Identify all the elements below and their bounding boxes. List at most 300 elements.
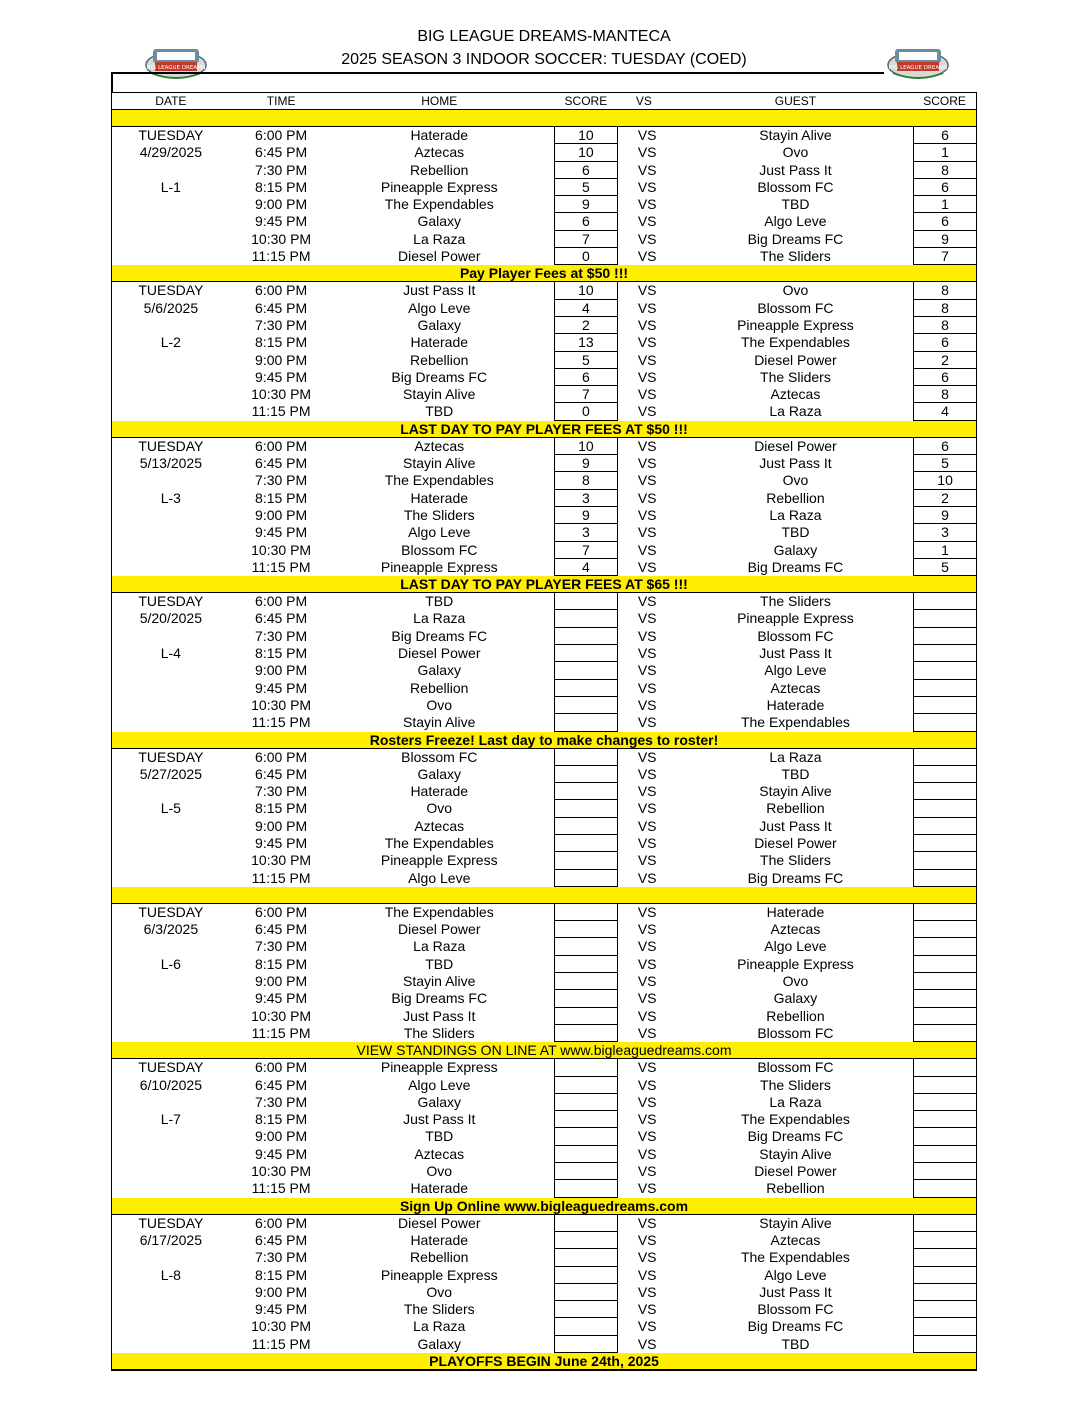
guest-team-cell: Diesel Power	[754, 437, 837, 454]
game-row	[112, 852, 976, 869]
home-team-cell: Pineapple Express	[380, 558, 498, 575]
league-logo-right	[885, 43, 951, 81]
vs-cell: VS	[637, 282, 657, 299]
home-team-cell: Aztecas	[414, 1145, 465, 1162]
game-row	[112, 1267, 976, 1284]
guest-team-cell: Blossom FC	[757, 1301, 834, 1318]
time-cell: 10:30 PM	[251, 1318, 312, 1335]
game-row	[112, 870, 976, 887]
game-row	[112, 800, 976, 817]
home-score-cell	[554, 1008, 618, 1025]
home-team-cell: Ovo	[426, 800, 453, 817]
col-time: TIME	[266, 94, 296, 108]
date-cell: 5/13/2025	[139, 455, 202, 472]
vs-cell: VS	[637, 869, 657, 886]
date-cell: 5/20/2025	[139, 610, 202, 627]
home-score-cell: 10	[554, 144, 618, 161]
home-team-cell: Haterade	[410, 489, 469, 506]
time-cell: 6:45 PM	[255, 144, 308, 161]
guest-team-cell: Just Pass It	[759, 1283, 832, 1300]
date-cell: TUESDAY	[138, 903, 204, 920]
home-score-cell: 4	[554, 300, 618, 317]
home-team-cell: TBD	[425, 593, 454, 610]
vs-cell: VS	[637, 316, 657, 333]
guest-team-cell: Algo Leve	[764, 1266, 827, 1283]
home-score-cell: 3	[554, 490, 618, 507]
guest-score-cell: 4	[913, 403, 976, 420]
guest-score-cell	[913, 645, 976, 662]
guest-team-cell: Big Dreams FC	[747, 1128, 844, 1145]
home-score-cell	[554, 938, 618, 955]
date-cell	[112, 990, 230, 1007]
date-cell	[112, 403, 230, 420]
game-row	[112, 921, 976, 938]
time-cell: 11:15 PM	[251, 248, 311, 265]
home-team-cell: Pineapple Express	[380, 1059, 498, 1076]
date-cell	[112, 973, 230, 990]
guest-team-cell: La Raza	[769, 748, 822, 765]
guest-score-cell	[913, 835, 976, 852]
vs-cell: VS	[637, 1231, 657, 1248]
guest-score-cell	[913, 662, 976, 679]
home-score-cell	[554, 1077, 618, 1094]
home-score-cell	[554, 680, 618, 697]
home-team-cell: Diesel Power	[398, 921, 481, 938]
time-cell: 11:15 PM	[251, 403, 311, 420]
guest-score-cell	[913, 610, 976, 627]
vs-cell: VS	[637, 1024, 657, 1041]
guest-score-cell: 5	[913, 559, 976, 576]
date-cell	[112, 680, 230, 697]
game-row	[112, 990, 976, 1007]
home-team-cell: Stayin Alive	[403, 973, 476, 990]
date-cell	[112, 542, 230, 559]
home-score-cell	[554, 628, 618, 645]
date-cell: TUESDAY	[138, 593, 204, 610]
guest-score-cell: 5	[913, 455, 976, 472]
home-score-cell	[554, 852, 618, 869]
home-team-cell: The Expendables	[384, 903, 494, 920]
home-team-cell: Aztecas	[414, 437, 465, 454]
date-cell: L-7	[160, 1111, 181, 1128]
col-guest: GUEST	[774, 94, 817, 108]
guest-team-cell: Diesel Power	[754, 351, 837, 368]
column-headers	[112, 93, 976, 110]
vs-cell: VS	[637, 938, 657, 955]
vs-cell: VS	[637, 627, 657, 644]
guest-team-cell: Haterade	[766, 903, 825, 920]
home-team-cell: TBD	[425, 955, 454, 972]
game-row	[112, 248, 976, 265]
vs-cell: VS	[637, 127, 657, 143]
guest-score-cell: 2	[913, 352, 976, 369]
weeks-container	[112, 127, 976, 1370]
guest-score-cell	[913, 1215, 976, 1232]
vs-cell: VS	[637, 1163, 657, 1180]
guest-team-cell: The Expendables	[740, 1111, 850, 1128]
home-team-cell: Just Pass It	[403, 1007, 476, 1024]
date-cell	[112, 870, 230, 887]
time-cell: 9:45 PM	[255, 368, 308, 385]
home-score-cell	[554, 697, 618, 714]
vs-cell: VS	[637, 144, 657, 161]
home-team-cell: Rebellion	[410, 1249, 469, 1266]
guest-team-cell: TBD	[781, 196, 810, 213]
home-score-cell: 3	[554, 524, 618, 541]
guest-team-cell: Algo Leve	[764, 662, 827, 679]
time-cell: 8:15 PM	[255, 178, 308, 195]
time-cell: 11:15 PM	[251, 1335, 311, 1352]
vs-cell: VS	[637, 1214, 657, 1231]
home-team-cell: Stayin Alive	[403, 455, 476, 472]
vs-cell: VS	[637, 1266, 657, 1283]
home-team-cell: Blossom FC	[401, 748, 478, 765]
guest-team-cell: Pineapple Express	[737, 316, 854, 333]
guest-team-cell: The Sliders	[760, 593, 831, 610]
vs-cell: VS	[637, 368, 657, 385]
home-team-cell: Algo Leve	[408, 299, 471, 316]
game-row	[112, 1128, 976, 1145]
guest-team-cell: Big Dreams FC	[747, 558, 844, 575]
home-team-cell: Ovo	[426, 1163, 453, 1180]
guest-score-cell: 6	[913, 334, 976, 351]
guest-score-cell	[913, 921, 976, 938]
guest-team-cell: Rebellion	[766, 800, 825, 817]
home-score-cell: 9	[554, 507, 618, 524]
home-score-cell	[554, 835, 618, 852]
guest-team-cell: Haterade	[766, 696, 825, 713]
guest-team-cell: Aztecas	[770, 386, 821, 403]
col-date: DATE	[155, 94, 187, 108]
vs-cell: VS	[637, 403, 657, 420]
time-cell: 7:30 PM	[255, 627, 308, 644]
vs-cell: VS	[637, 196, 657, 213]
guest-team-cell: Algo Leve	[764, 213, 827, 230]
home-team-cell: TBD	[425, 403, 454, 420]
home-team-cell: Galaxy	[417, 1335, 462, 1352]
home-team-cell: Diesel Power	[398, 248, 481, 265]
home-score-cell: 0	[554, 248, 618, 265]
home-team-cell: Big Dreams FC	[391, 368, 488, 385]
time-cell: 7:30 PM	[255, 938, 308, 955]
guest-score-cell	[913, 1267, 976, 1284]
time-cell: 6:45 PM	[255, 921, 308, 938]
game-row	[112, 680, 976, 697]
home-score-cell	[554, 973, 618, 990]
date-cell	[112, 1008, 230, 1025]
vs-cell: VS	[637, 455, 657, 472]
time-cell: 6:00 PM	[255, 282, 308, 299]
game-row	[112, 1215, 976, 1232]
game-row	[112, 645, 976, 662]
schedule-table	[111, 92, 977, 1371]
date-cell: L-5	[160, 800, 181, 817]
game-row	[112, 317, 976, 334]
guest-team-cell: The Expendables	[740, 1249, 850, 1266]
date-cell: 6/3/2025	[143, 921, 199, 938]
time-cell: 10:30 PM	[251, 230, 312, 247]
date-cell	[112, 1094, 230, 1111]
date-cell	[112, 507, 230, 524]
guest-team-cell: Diesel Power	[754, 834, 837, 851]
date-cell: TUESDAY	[138, 437, 204, 454]
home-team-cell: Big Dreams FC	[391, 990, 488, 1007]
guest-score-cell	[913, 818, 976, 835]
home-score-cell: 4	[554, 559, 618, 576]
guest-team-cell: Ovo	[782, 144, 809, 161]
home-team-cell: Galaxy	[417, 765, 462, 782]
game-row	[112, 1008, 976, 1025]
guest-score-cell	[913, 697, 976, 714]
date-cell: 6/17/2025	[139, 1231, 202, 1248]
guest-team-cell: Ovo	[782, 282, 809, 299]
date-cell: 5/27/2025	[139, 765, 202, 782]
time-cell: 8:15 PM	[255, 1266, 308, 1283]
home-score-cell	[554, 1284, 618, 1301]
guest-score-cell: 6	[913, 369, 976, 386]
guest-score-cell	[913, 904, 976, 921]
guest-team-cell: Big Dreams FC	[747, 869, 844, 886]
guest-score-cell: 8	[913, 317, 976, 334]
guest-team-cell: The Expendables	[740, 714, 850, 731]
home-team-cell: Ovo	[426, 696, 453, 713]
date-cell	[112, 714, 230, 731]
guest-score-cell	[913, 680, 976, 697]
home-score-cell: 2	[554, 317, 618, 334]
date-cell	[112, 1180, 230, 1197]
vs-cell: VS	[637, 1301, 657, 1318]
home-score-cell: 13	[554, 334, 618, 351]
guest-team-cell: Just Pass It	[759, 645, 832, 662]
home-team-cell: Rebellion	[410, 351, 469, 368]
guest-score-cell	[913, 1077, 976, 1094]
home-team-cell: Diesel Power	[398, 1214, 481, 1231]
time-cell: 6:00 PM	[255, 127, 308, 143]
time-cell: 9:00 PM	[255, 196, 308, 213]
home-score-cell: 7	[554, 386, 618, 403]
game-row	[112, 334, 976, 351]
vs-cell: VS	[637, 783, 657, 800]
time-cell: 8:15 PM	[255, 645, 308, 662]
guest-score-cell: 1	[913, 144, 976, 161]
game-row	[112, 1301, 976, 1318]
guest-score-cell	[913, 800, 976, 817]
home-score-cell: 10	[554, 282, 618, 299]
vs-cell: VS	[637, 248, 657, 265]
guest-team-cell: Aztecas	[770, 1231, 821, 1248]
home-team-cell: Algo Leve	[408, 1076, 471, 1093]
home-team-cell: La Raza	[413, 938, 466, 955]
vs-cell: VS	[637, 834, 657, 851]
home-team-cell: Stayin Alive	[403, 714, 476, 731]
guest-team-cell: Stayin Alive	[759, 1214, 832, 1231]
home-score-cell: 6	[554, 213, 618, 230]
date-cell: 5/6/2025	[143, 299, 199, 316]
game-row	[112, 196, 976, 213]
vs-cell: VS	[637, 679, 657, 696]
game-row	[112, 714, 976, 731]
home-team-cell: Algo Leve	[408, 524, 471, 541]
home-score-cell: 7	[554, 231, 618, 248]
home-team-cell: Galaxy	[417, 662, 462, 679]
guest-team-cell: Big Dreams FC	[747, 1318, 844, 1335]
notice-banner	[112, 887, 976, 904]
guest-score-cell: 8	[913, 282, 976, 299]
game-row	[112, 507, 976, 524]
game-row	[112, 472, 976, 489]
guest-score-cell	[913, 783, 976, 800]
vs-cell: VS	[637, 990, 657, 1007]
guest-score-cell	[913, 1284, 976, 1301]
vs-cell: VS	[637, 230, 657, 247]
home-team-cell: Ovo	[426, 1283, 453, 1300]
home-score-cell: 6	[554, 162, 618, 179]
home-score-cell: 7	[554, 542, 618, 559]
home-score-cell	[554, 749, 618, 766]
guest-team-cell: The Sliders	[760, 368, 831, 385]
guest-team-cell: Diesel Power	[754, 1163, 837, 1180]
notice-banner: VIEW STANDINGS ON LINE AT www.bigleaguedreams.com	[112, 1042, 976, 1059]
guest-team-cell: Galaxy	[773, 541, 818, 558]
svg-text:BIG LEAGUE DREAMS: BIG LEAGUE DREAMS	[146, 65, 206, 71]
header-rule	[111, 72, 884, 92]
game-row	[112, 1163, 976, 1180]
date-cell	[112, 1318, 230, 1335]
time-cell: 7:30 PM	[255, 1093, 308, 1110]
vs-cell: VS	[637, 437, 657, 454]
home-team-cell: Blossom FC	[401, 541, 478, 558]
game-row	[112, 835, 976, 852]
vs-cell: VS	[637, 1007, 657, 1024]
guest-team-cell: The Expendables	[740, 334, 850, 351]
home-team-cell: The Expendables	[384, 196, 494, 213]
guest-team-cell: Ovo	[782, 973, 809, 990]
game-row	[112, 179, 976, 196]
time-cell: 8:15 PM	[255, 489, 308, 506]
home-team-cell: TBD	[425, 1128, 454, 1145]
guest-score-cell: 9	[913, 507, 976, 524]
home-team-cell: La Raza	[413, 230, 466, 247]
time-cell: 6:45 PM	[255, 1076, 308, 1093]
game-row	[112, 1094, 976, 1111]
time-cell: 7:30 PM	[255, 316, 308, 333]
home-team-cell: Galaxy	[417, 1093, 462, 1110]
guest-score-cell: 7	[913, 248, 976, 265]
guest-team-cell: The Sliders	[760, 852, 831, 869]
time-cell: 8:15 PM	[255, 800, 308, 817]
guest-team-cell: TBD	[781, 1335, 810, 1352]
guest-score-cell: 9	[913, 231, 976, 248]
time-cell: 11:15 PM	[251, 714, 311, 731]
guest-team-cell: Pineapple Express	[737, 955, 854, 972]
date-cell	[112, 231, 230, 248]
date-cell	[112, 783, 230, 800]
game-row	[112, 282, 976, 299]
date-cell: L-1	[160, 178, 181, 195]
game-row	[112, 749, 976, 766]
game-row	[112, 662, 976, 679]
date-cell	[112, 317, 230, 334]
page-title: BIG LEAGUE DREAMS-MANTECA	[417, 28, 671, 45]
notice-banner: PLAYOFFS BEGIN June 24th, 2025	[112, 1353, 976, 1370]
time-cell: 7:30 PM	[255, 1249, 308, 1266]
guest-score-cell	[913, 938, 976, 955]
notice-banner: Pay Player Fees at $50 !!!	[112, 265, 976, 282]
game-row	[112, 1059, 976, 1076]
guest-score-cell	[913, 1318, 976, 1335]
guest-team-cell: TBD	[781, 524, 810, 541]
home-score-cell	[554, 1249, 618, 1266]
home-score-cell	[554, 1336, 618, 1353]
game-row	[112, 559, 976, 576]
guest-score-cell	[913, 956, 976, 973]
vs-cell: VS	[637, 472, 657, 489]
date-cell	[112, 162, 230, 179]
time-cell: 9:00 PM	[255, 662, 308, 679]
vs-cell: VS	[637, 558, 657, 575]
time-cell: 6:00 PM	[255, 1059, 308, 1076]
guest-score-cell	[913, 628, 976, 645]
date-cell	[112, 835, 230, 852]
home-score-cell	[554, 956, 618, 973]
vs-cell: VS	[637, 161, 657, 178]
time-cell: 6:45 PM	[255, 765, 308, 782]
home-score-cell	[554, 714, 618, 731]
home-score-cell	[554, 1180, 618, 1197]
top-banner	[112, 110, 976, 127]
date-cell	[112, 852, 230, 869]
time-cell: 9:45 PM	[255, 834, 308, 851]
date-cell	[112, 1128, 230, 1145]
time-cell: 10:30 PM	[251, 541, 312, 558]
time-cell: 9:00 PM	[255, 1283, 308, 1300]
game-row	[112, 628, 976, 645]
game-row	[112, 1249, 976, 1266]
guest-score-cell	[913, 1232, 976, 1249]
vs-cell: VS	[637, 696, 657, 713]
page-subtitle: 2025 SEASON 3 INDOOR SOCCER: TUESDAY (COED)	[341, 51, 747, 68]
col-guest-score: SCORE	[923, 94, 966, 108]
home-score-cell	[554, 1094, 618, 1111]
date-cell	[112, 662, 230, 679]
date-cell: L-4	[160, 645, 181, 662]
guest-score-cell	[913, 766, 976, 783]
time-cell: 9:45 PM	[255, 1145, 308, 1162]
date-cell	[112, 559, 230, 576]
time-cell: 11:15 PM	[251, 1180, 311, 1197]
vs-cell: VS	[637, 489, 657, 506]
home-team-cell: Haterade	[410, 1180, 469, 1197]
guest-team-cell: TBD	[781, 765, 810, 782]
vs-cell: VS	[637, 610, 657, 627]
date-cell: 6/10/2025	[139, 1076, 202, 1093]
guest-score-cell	[913, 1146, 976, 1163]
vs-cell: VS	[637, 1283, 657, 1300]
date-cell	[112, 938, 230, 955]
time-cell: 9:00 PM	[255, 973, 308, 990]
guest-team-cell: Rebellion	[766, 1180, 825, 1197]
game-row	[112, 818, 976, 835]
game-row	[112, 938, 976, 955]
guest-team-cell: Ovo	[782, 472, 809, 489]
home-score-cell: 0	[554, 403, 618, 420]
home-score-cell	[554, 904, 618, 921]
vs-cell: VS	[637, 524, 657, 541]
date-cell: L-8	[160, 1266, 181, 1283]
time-cell: 9:00 PM	[255, 351, 308, 368]
home-team-cell: Haterade	[410, 334, 469, 351]
time-cell: 10:30 PM	[251, 696, 312, 713]
